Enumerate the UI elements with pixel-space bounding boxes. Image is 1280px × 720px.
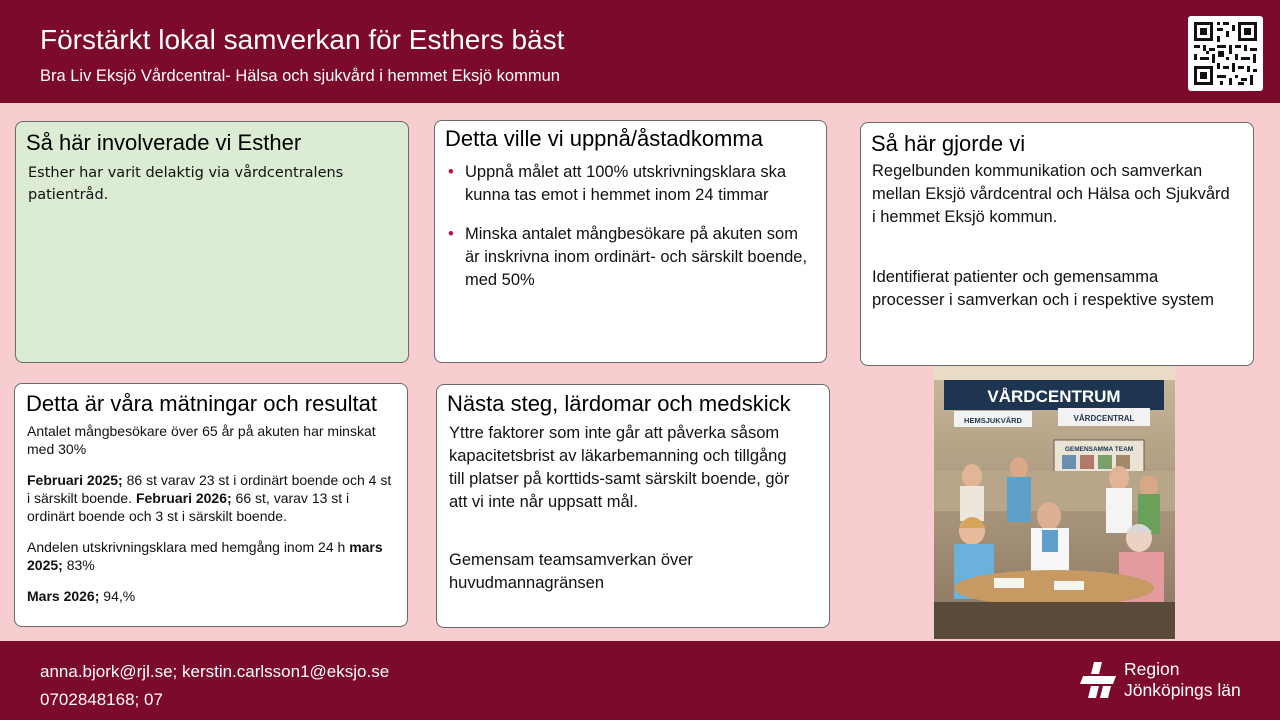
mar2026-label: Mars 2026;: [27, 588, 100, 604]
photo-right-sign: VÅRDCENTRAL: [1073, 414, 1135, 423]
involved-box: [15, 121, 409, 363]
feb2026-text: 66 st, varav 13 st i ordinärt boende och 3 st i särskilt boende.: [27, 490, 350, 524]
mar2025-text: 83%: [62, 557, 95, 573]
discharge-text: Andelen utskrivningsklara med hemgång inom 24 h: [27, 539, 350, 555]
goals-box: [434, 120, 827, 363]
header-bar: [0, 0, 1280, 103]
goal-item: • Uppnå målet att 100% utskrivningsklara ska kunna tas emot i hemmet inom 24 timmar: [448, 161, 808, 207]
logo-line-1: Region: [1124, 659, 1180, 679]
photo-left-sign: HEMSJUKVÅRD: [964, 416, 1022, 425]
region-cross-icon: [1080, 660, 1120, 700]
howwedid-text-1: Regelbunden kommunikation och samverkan mellan Eksjö vårdcentral och Hälsa och Sjukvård i hemmet Eksjö kommun.: [872, 162, 1230, 226]
howwedid-heading: Så här gjorde vi: [871, 131, 1026, 156]
page-title: Förstärkt lokal samverkan för Esthers bäst: [40, 24, 565, 55]
nextsteps-box: [436, 384, 830, 628]
mar2026-text: 94,%: [99, 588, 136, 604]
involved-text: Esther har varit delaktig via vårdcentralens patientråd.: [28, 165, 344, 203]
photo-board: GEMENSAMMA TEAM: [1064, 446, 1134, 453]
qr-code-icon[interactable]: [1188, 16, 1263, 91]
howwedid-text-2: Identifierat patienter och gemensamma processer i samverkan och i respektive system: [872, 268, 1215, 309]
results-p1: Antalet mångbesökare över 65 år på akuten har minskat med 30%: [27, 423, 376, 457]
vardcentrum-photo: [934, 366, 1175, 639]
feb2025-text: 86 st varav 23 st i ordinärt boende och 4 st i särskilt boende.: [27, 472, 392, 506]
results-box: [14, 383, 408, 627]
nextsteps-text-1: Yttre faktorer som inte går att påverka såsom kapacitetsbrist av läkarbemanning och tillgång till platser på korttids-samt särskilt boende, gör att vi inte når uppsatt mål.: [449, 424, 790, 511]
feb2025-label: Februari 2025;: [27, 472, 123, 488]
region-logo: [1080, 657, 1250, 703]
goal-item: • Minska antalet mångbesökare på akuten som är inskrivna inom ordinärt- och särskilt boende, med 50%: [448, 223, 808, 292]
nextsteps-heading: Nästa steg, lärdomar och medskick: [447, 391, 791, 416]
contact-email[interactable]: anna.bjork@rjl.se; kerstin.carlsson1@eksjo.se: [40, 662, 390, 681]
page-subtitle: Bra Liv Eksjö Vårdcentral- Hälsa och sjukvård i hemmet Eksjö kommun: [40, 67, 560, 85]
results-text: [27, 422, 397, 605]
goals-heading: Detta ville vi uppnå/åstadkomma: [445, 126, 763, 151]
photo-sign: VÅRDCENTRUM: [987, 387, 1121, 406]
mar2025-label: mars 2025;: [27, 539, 383, 573]
contact-phone: 0702848168; 07: [40, 690, 163, 709]
feb2026-label: Februari 2026;: [135, 490, 232, 506]
logo-line-2: Jönköpings län: [1124, 680, 1241, 700]
results-feb: [27, 471, 397, 525]
results-p3: [27, 538, 397, 574]
nextsteps-text-2: Gemensam teamsamverkan över huvudmannagränsen: [449, 551, 693, 592]
results-heading: Detta är våra mätningar och resultat: [26, 391, 377, 416]
involved-heading: Så här involverade vi Esther: [26, 130, 302, 155]
howwedid-box: [860, 122, 1254, 366]
results-p4: [27, 587, 397, 605]
goals-list: [448, 161, 808, 308]
